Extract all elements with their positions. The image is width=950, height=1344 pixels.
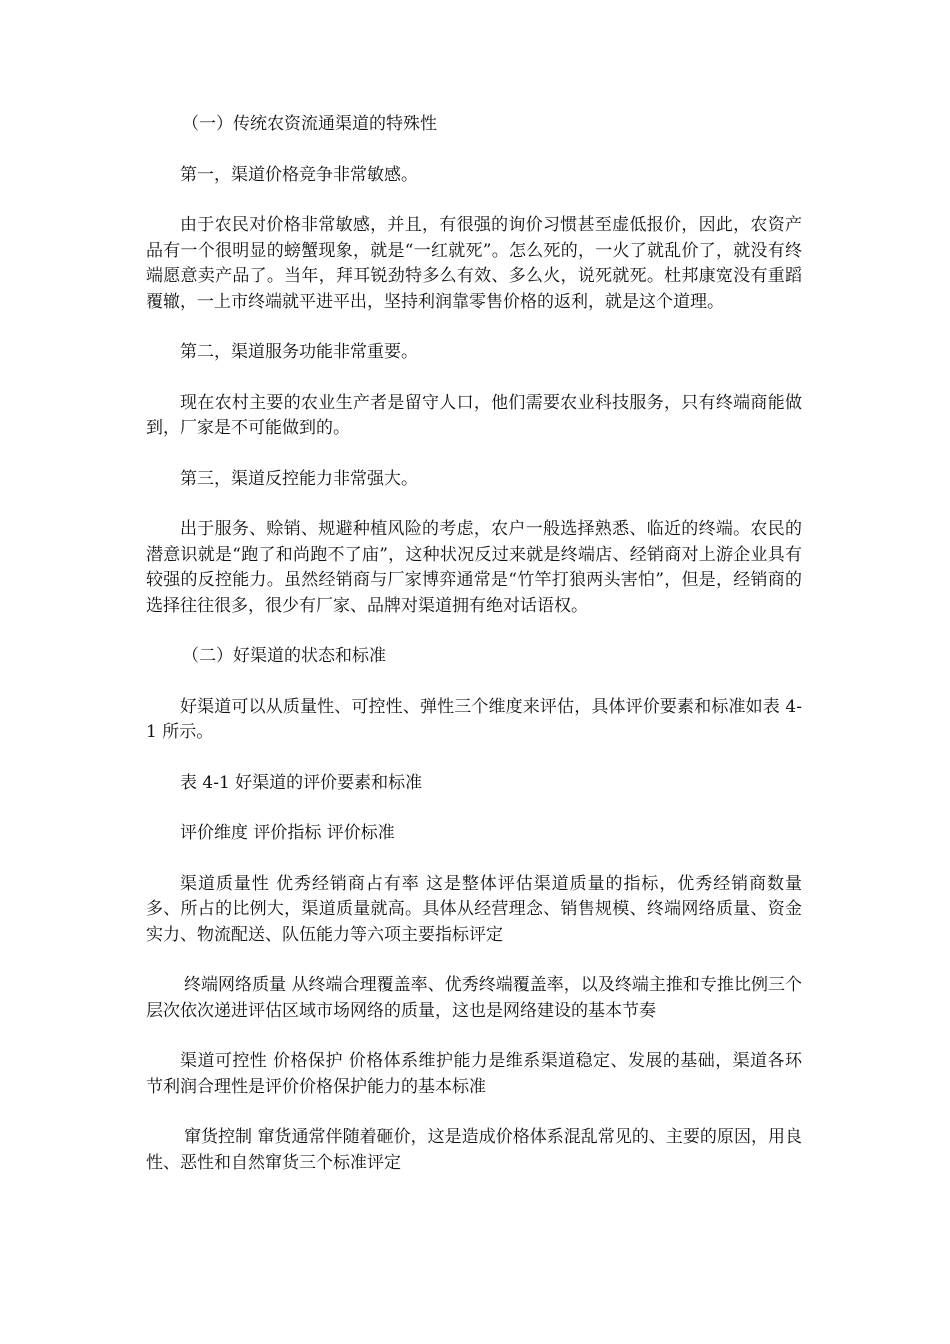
paragraph-point-1: 第一，渠道价格竞争非常敏感。 [180, 164, 418, 185]
table-row-terminal-network: 终端网络质量 从终端合理覆盖率、优秀终端覆盖率，以及终端主推和专推比例三个层次依次递进评估区域市场网络的质量，这也是网络建设的基本节奏 [146, 975, 802, 1021]
paragraph-price-sensitivity: 由于农民对价格非常敏感，并且，有很强的询价习惯甚至虚低报价，因此，农资产品有一个很明显的螃蟹现象，就是“一红就死”。怎么死的，一火了就乱价了，就没有终端愿意卖产品了。当年，拜耳锐劲特多么有效、多么火，说死就死。杜邦康宽没有重蹈覆辙，一上市终端就平进平出，坚持利润靠零售价格的返利，就是这个道理。 [146, 215, 802, 312]
section-heading-1: （一）传统农资流通渠道的特殊性 [182, 114, 437, 134]
paragraph-counter-control: 出于服务、赊销、规避种植风险的考虑，农户一般选择熟悉、临近的终端。农民的潜意识就是“跑了和尚跑不了庙”，这种状况反过来就是终端店、经销商对上游企业具有较强的反控能力。虽然经销商与厂家博弈通常是“竹竿打狼两头害怕”，但是，经销商的选择往往很多，很少有厂家、品牌对渠道拥有绝对话语权。 [146, 519, 802, 616]
paragraph-service: 现在农村主要的农业生产者是留守人口，他们需要农业科技服务，只有终端商能做到，厂家是不可能做到的。 [146, 392, 802, 438]
paragraph-point-2: 第二，渠道服务功能非常重要。 [180, 342, 418, 362]
document-body [146, 112, 802, 1176]
paragraph-point-3: 第三，渠道反控能力非常强大。 [180, 468, 418, 489]
table-row-quality: 渠道质量性 优秀经销商占有率 这是整体评估渠道质量的指标，优秀经销商数量多、所占的比例大，渠道质量就高。具体从经营理念、销售规模、终端网络质量、资金实力、物流配送、队伍能力等六项主要指标评定 [146, 873, 802, 945]
section-heading-2: （二）好渠道的状态和标准 [182, 646, 386, 666]
paragraph-evaluation-intro: 好渠道可以从质量性、可控性、弹性三个维度来评估，具体评价要素和标准如表 4-1 所示。 [146, 696, 802, 742]
table-row-cross-selling: 窜货控制 窜货通常伴随着砸价，这是造成价格体系混乱常见的、主要的原因，用良性、恶性和自然窜货三个标准评定 [146, 1127, 802, 1173]
table-header-row: 评价维度 评价指标 评价标准 [180, 823, 395, 843]
table-caption: 表 4-1 好渠道的评价要素和标准 [180, 772, 423, 793]
table-row-controllability: 渠道可控性 价格保护 价格体系维护能力是维系渠道稳定、发展的基础，渠道各环节利润合理性是评价价格保护能力的基本标准 [146, 1051, 802, 1097]
